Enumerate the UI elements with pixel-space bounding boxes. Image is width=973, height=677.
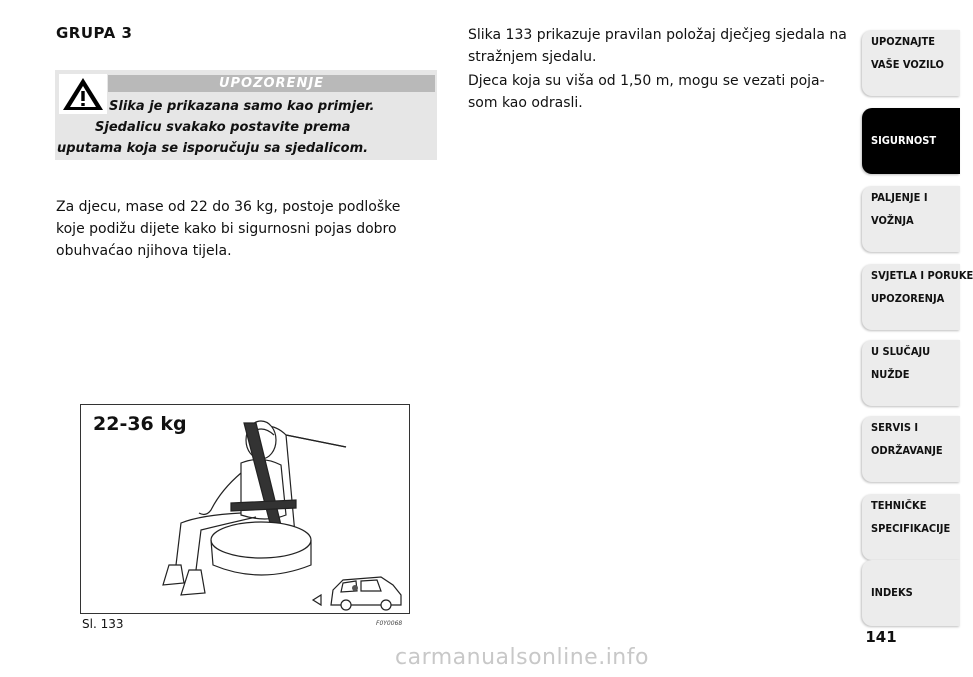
tab-label: SVJETLA I PORUKE bbox=[871, 269, 973, 282]
tab-indeks[interactable] bbox=[862, 560, 960, 626]
body-paragraph-right-2 bbox=[468, 70, 848, 114]
page-number: 141 bbox=[865, 628, 897, 646]
tab-sigurnost[interactable] bbox=[862, 108, 960, 174]
tab-label: VOŽNJA bbox=[871, 214, 914, 227]
tab-label: SPECIFIKACIJE bbox=[871, 522, 951, 535]
warning-header: UPOZORENJE bbox=[108, 75, 435, 92]
warning-line: Slika je prikazana samo kao primjer. bbox=[109, 99, 375, 114]
tab-label: SERVIS I bbox=[871, 421, 919, 434]
text-line: Djeca koja su viša od 1,50 m, mogu se vezati poja- bbox=[468, 73, 825, 89]
text-line: obuhvaćao njihova tijela. bbox=[56, 243, 232, 259]
figure-code: F0Y0068 bbox=[376, 620, 403, 627]
tab-u-slucaju-nuzde[interactable] bbox=[862, 340, 960, 406]
tab-svjetla-i-poruke[interactable] bbox=[862, 264, 973, 330]
text-line: Za djecu, mase od 22 do 36 kg, postoje podloške bbox=[56, 199, 401, 215]
tab-label: U SLUČAJU bbox=[871, 345, 931, 358]
tab-servis-i-odrzavanje[interactable] bbox=[862, 416, 960, 482]
figure-weight-label: 22-36 kg bbox=[93, 413, 187, 435]
tab-label: VAŠE VOZILO bbox=[871, 58, 944, 71]
figure-child-seat bbox=[80, 404, 410, 614]
warning-text bbox=[57, 96, 435, 159]
tab-label: PALJENJE I bbox=[871, 191, 928, 204]
tab-upoznajte-vase-vozilo[interactable] bbox=[862, 30, 960, 96]
tab-label: SIGURNOST bbox=[871, 134, 937, 147]
tab-label: NUŽDE bbox=[871, 368, 910, 381]
tab-tehnicke-specifikacije[interactable] bbox=[862, 494, 960, 560]
warning-line: Sjedalicu svakako postavite prema bbox=[95, 120, 351, 135]
section-title: GRUPA 3 bbox=[56, 24, 133, 42]
text-line: Slika 133 prikazuje pravilan položaj dječjeg sjedala na bbox=[468, 27, 847, 43]
body-paragraph-left bbox=[56, 196, 416, 262]
tab-label: UPOZNAJTE bbox=[871, 35, 936, 48]
warning-box bbox=[55, 70, 437, 160]
text-line: koje podižu dijete kako bi sigurnosni pojas dobro bbox=[56, 221, 397, 237]
warning-line: uputama koja se isporučuju sa sjedalicom. bbox=[57, 141, 369, 156]
body-paragraph-right-1 bbox=[468, 24, 848, 68]
tab-label: ODRŽAVANJE bbox=[871, 444, 943, 457]
watermark: carmanualsonline.info bbox=[395, 645, 649, 670]
figure-caption: Sl. 133 bbox=[82, 617, 124, 631]
tab-label: UPOZORENJA bbox=[871, 292, 945, 305]
tab-label: TEHNIČKE bbox=[871, 499, 927, 512]
text-line: stražnjem sjedalu. bbox=[468, 49, 597, 65]
tab-paljenje-i-voznja[interactable] bbox=[862, 186, 960, 252]
text-line: som kao odrasli. bbox=[468, 95, 583, 111]
tab-label: INDEKS bbox=[871, 586, 913, 599]
child-booster-seat-illustration bbox=[81, 405, 408, 612]
